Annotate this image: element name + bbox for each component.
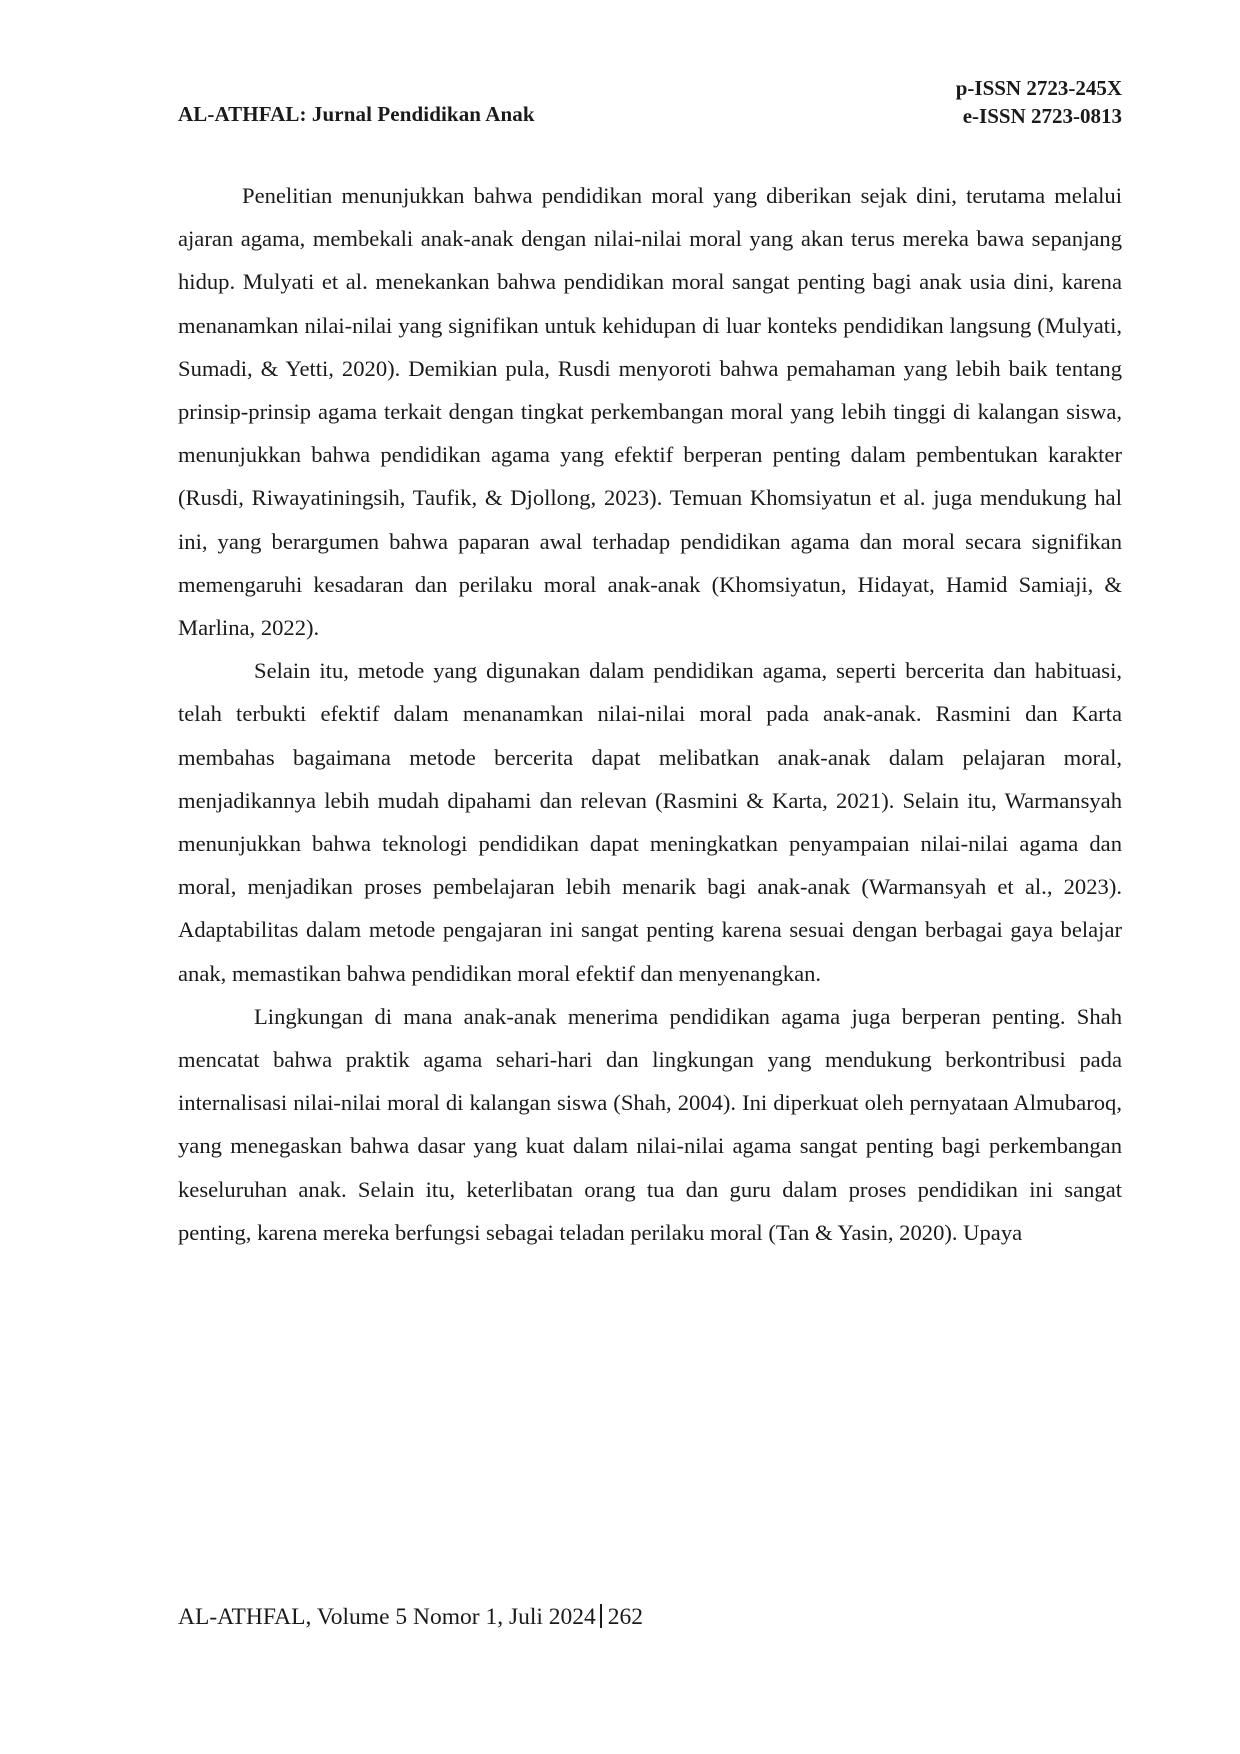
p-issn: p-ISSN 2723-245X xyxy=(955,76,1122,100)
footer-divider xyxy=(600,1604,602,1628)
footer-citation: AL-ATHFAL, Volume 5 Nomor 1, Juli 2024 xyxy=(178,1604,596,1630)
e-issn: e-ISSN 2723-0813 xyxy=(962,104,1122,128)
page-header xyxy=(178,74,1122,134)
body-paragraph: Lingkungan di mana anak-anak menerima pendidikan agama juga berperan penting. Shah mencatat bahwa praktik agama sehari-hari dan lingkungan yang mendukung berkontribusi pada internalisasi nilai-nilai moral di kalangan siswa (Shah, 2004). Ini diperkuat oleh pernyataan Almubaroq, yang menegaskan bahwa dasar yang kuat dalam nilai-nilai agama sangat penting bagi perkembangan keseluruhan anak. Selain itu, keterlibatan orang tua dan guru dalam proses pendidikan ini sangat penting, karena mereka berfungsi sebagai teladan perilaku moral (Tan & Yasin, 2020). Upaya xyxy=(178,1003,1122,1245)
page-footer xyxy=(178,1604,643,1631)
article-body xyxy=(178,174,1122,1254)
page-number: 262 xyxy=(607,1604,644,1630)
issn-block xyxy=(956,74,1122,130)
body-paragraph: Selain itu, metode yang digunakan dalam pendidikan agama, seperti bercerita dan habituasi, telah terbukti efektif dalam menanamkan nilai-nilai moral pada anak-anak. Rasmini dan Karta membahas bagaimana metode bercerita dapat melibatkan anak-anak dalam pelajaran moral, menjadikannya lebih mudah dipahami dan relevan (Rasmini & Karta, 2021). Selain itu, Warmansyah menunjukkan bahwa teknologi pendidikan dapat meningkatkan penyampaian nilai-nilai agama dan moral, menjadikan proses pembelajaran lebih menarik bagi anak-anak (Warmansyah et al., 2023). Adaptabilitas dalam metode pengajaran ini sangat penting karena sesuai dengan berbagai gaya belajar anak, memastikan bahwa pendidikan moral efektif dan menyenangkan. xyxy=(178,658,1122,986)
journal-title: AL-ATHFAL: Jurnal Pendidikan Anak xyxy=(178,102,535,126)
body-paragraph: Penelitian menunjukkan bahwa pendidikan moral yang diberikan sejak dini, terutama melalui ajaran agama, membekali anak-anak dengan nilai-nilai moral yang akan terus mereka bawa sepanjang hidup. Mulyati et al. menekankan bahwa pendidikan moral sangat penting bagi anak usia dini, karena menanamkan nilai-nilai yang signifikan untuk kehidupan di luar konteks pendidikan langsung (Mulyati, Sumadi, & Yetti, 2020). Demikian pula, Rusdi menyoroti bahwa pemahaman yang lebih baik tentang prinsip-prinsip agama terkait dengan tingkat perkembangan moral yang lebih tinggi di kalangan siswa, menunjukkan bahwa pendidikan agama yang efektif berperan penting dalam pembentukan karakter (Rusdi, Riwayatiningsih, Taufik, & Djollong, 2023). Temuan Khomsiyatun et al. juga mendukung hal ini, yang berargumen bahwa paparan awal terhadap pendidikan agama dan moral secara signifikan memengaruhi kesadaran dan perilaku moral anak-anak (Khomsiyatun, Hidayat, Hamid Samiaji, & Marlina, 2022). xyxy=(178,183,1122,641)
